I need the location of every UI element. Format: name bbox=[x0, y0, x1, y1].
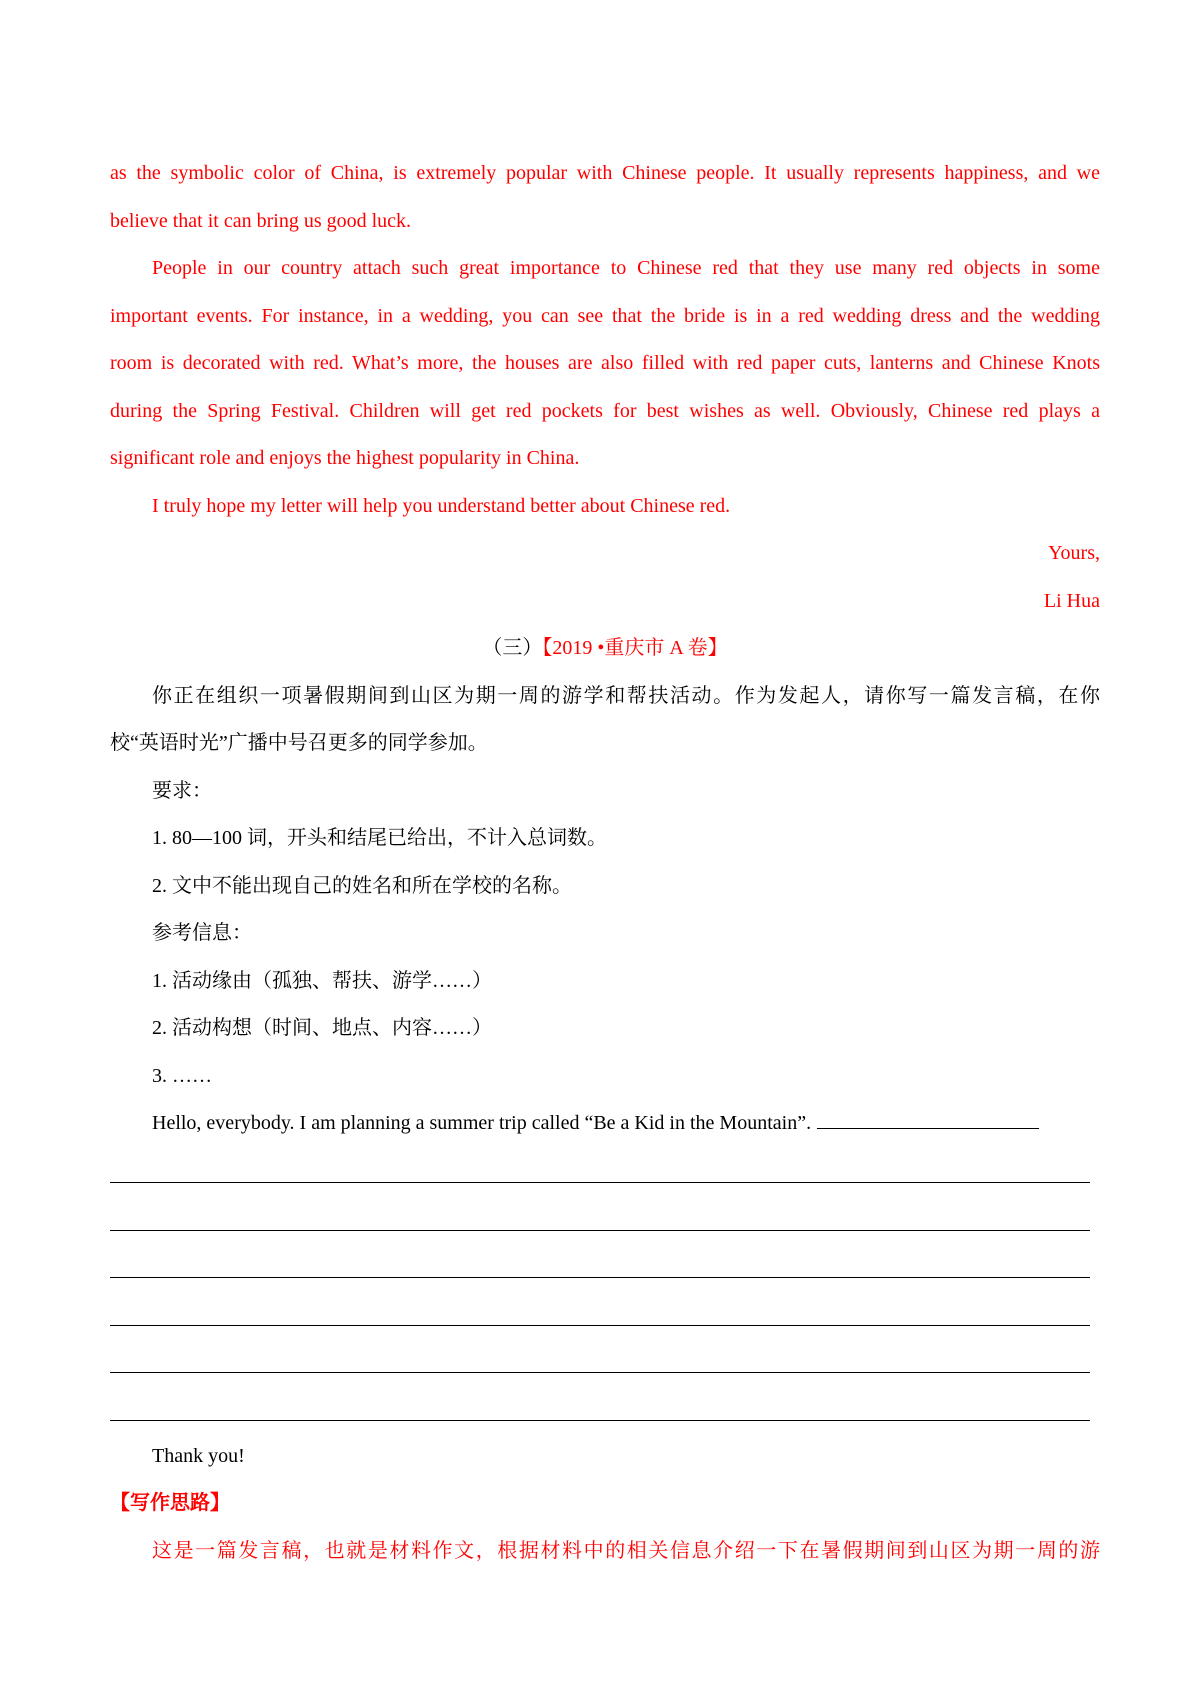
analysis-title: 【写作思路】 bbox=[110, 1492, 230, 1514]
section-source: 【2019 •重庆市 A 卷】 bbox=[542, 637, 728, 659]
answer-line[interactable] bbox=[110, 1148, 1100, 1196]
reference-3: 3. …… bbox=[152, 1064, 212, 1087]
letter-signature: Li Hua bbox=[1043, 589, 1100, 612]
prompt-line-2: 校“英语时光”广播中号召更多的同学参加。 bbox=[110, 732, 488, 754]
letter-line-1: as the symbolic color of China, is extremely popular with Chinese people. It usually represents happiness, and we bbox=[110, 162, 1100, 184]
answer-line[interactable] bbox=[110, 1385, 1100, 1433]
answer-blank-inline[interactable] bbox=[817, 1108, 1039, 1129]
section-heading bbox=[110, 625, 1100, 673]
analysis-line-1: 这是一篇发言稿，也就是材料作文，根据材料中的相关信息介绍一下在暑假期间到山区为期一周的游 bbox=[152, 1539, 1100, 1562]
reference-2: 2. 活动构想（时间、地点、内容……） bbox=[152, 1017, 492, 1039]
answer-line[interactable] bbox=[110, 1338, 1100, 1386]
answer-line[interactable] bbox=[110, 1290, 1100, 1338]
speech-opening-line bbox=[110, 1100, 1100, 1148]
reference-title: 参考信息： bbox=[152, 922, 252, 944]
letter-closing: Yours, bbox=[1048, 542, 1100, 564]
answer-line[interactable] bbox=[110, 1243, 1100, 1291]
reference-1: 1. 活动缘由（孤独、帮扶、游学……） bbox=[152, 969, 492, 992]
speech-ending: Thank you! bbox=[152, 1444, 245, 1467]
letter-line-8: I truly hope my letter will help you understand better about Chinese red. bbox=[152, 494, 731, 517]
letter-line-5: room is decorated with red. What’s more, the houses are also filled with red paper cuts, lanterns and Chinese Knots bbox=[110, 352, 1100, 374]
letter-line-6: during the Spring Festival. Children will get red pockets for best wishes as well. Obviously, Chinese red plays a bbox=[110, 399, 1100, 422]
letter-line-2: believe that it can bring us good luck. bbox=[110, 209, 412, 232]
document-page bbox=[110, 150, 1100, 1575]
requirements-title: 要求： bbox=[152, 779, 212, 802]
letter-line-3: People in our country attach such great importance to Chinese red that they use many red objects in some bbox=[152, 257, 1100, 279]
requirement-1: 1. 80—100 词，开头和结尾已给出，不计入总词数。 bbox=[152, 827, 607, 849]
answer-line[interactable] bbox=[110, 1195, 1100, 1243]
letter-line-7: significant role and enjoys the highest popularity in China. bbox=[110, 447, 580, 469]
section-number: （三） bbox=[482, 637, 543, 659]
speech-opening: Hello, everybody. I am planning a summer trip called “Be a Kid in the Mountain”. bbox=[152, 1112, 812, 1134]
letter-line-4: important events. For instance, in a wedding, you can see that the bride is in a red wedding dress and the wedding bbox=[110, 304, 1100, 327]
prompt-line-1: 你正在组织一项暑假期间到山区为期一周的游学和帮扶活动。作为发起人，请你写一篇发言稿，在你 bbox=[152, 684, 1100, 707]
requirement-2: 2. 文中不能出现自己的姓名和所在学校的名称。 bbox=[152, 874, 572, 897]
